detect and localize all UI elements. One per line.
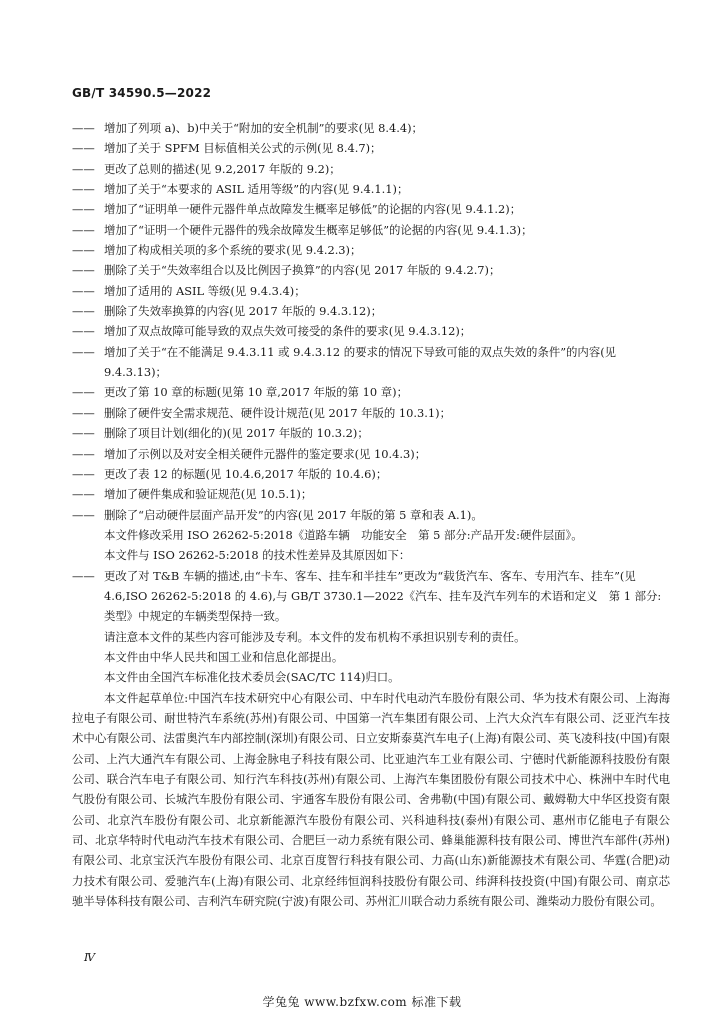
change-item-text: 更改了第 10 章的标题(见第 10 章,2017 年版的第 10 章)；	[104, 385, 408, 400]
list-dash: ——	[72, 182, 95, 197]
list-dash: ——	[72, 385, 95, 400]
patent-note: 请注意本文件的某些内容可能涉及专利。本文件的发布机构不承担识别专利的责任。	[104, 629, 526, 644]
change-item	[72, 159, 670, 179]
change-item-text: 增加了适用的 ASIL 等级(见 9.4.3.4)；	[104, 283, 306, 298]
iso-adoption-statement: 本文件修改采用 ISO 26262-5:2018《道路车辆 功能安全 第 5 部分:产品开发:硬件层面》。	[104, 527, 583, 542]
change-item	[72, 484, 670, 504]
technical-differences-intro: 本文件与 ISO 26262-5:2018 的技术性差异及其原因如下：	[104, 548, 411, 563]
list-dash: ——	[72, 202, 95, 217]
change-item	[72, 220, 670, 240]
change-item-text: 增加了关于 SPFM 目标值相关公式的示例(见 8.4.7)；	[104, 141, 382, 156]
list-dash: ——	[72, 283, 95, 298]
list-dash: ——	[72, 405, 95, 420]
change-item-text: 增加了关于“在不能满足 9.4.3.11 或 9.4.3.12 的要求的情况下导致可能的双点失效的条件”的内容(见 9.4.3.13)；	[104, 344, 617, 380]
change-item	[72, 301, 670, 321]
change-item-text: 增加了硬件集成和验证规范(见 10.5.1)；	[104, 487, 313, 502]
page-number: Ⅳ	[84, 951, 95, 964]
list-dash: ——	[72, 324, 95, 339]
change-item-text: 删除了项目计划(细化的)(见 2017 年版的 10.3.2)；	[104, 426, 369, 441]
list-dash: ——	[72, 304, 95, 319]
drafting-organizations: 本文件起草单位:中国汽车技术研究中心有限公司、中车时代电动汽车股份有限公司、华为技术有限公司、上海海拉电子有限公司、耐世特汽车系统(苏州)有限公司、中国第一汽车集团有限公司、上汽大众汽车有限公司、泛亚汽车技术中心有限公司、法雷奥汽车内部控制(深圳)有限公司、日立安斯泰莫汽车电子(上海)有限公司、英飞凌科技(中国)有限公司、上汽大通汽车有限公司、上海金脉电子科技有限公司、比亚迪汽车工业有限公司、宁德时代新能源科技股份有限公司、联合汽车电子有限公司、知行汽车科技(苏州)有限公司、上海汽车集团股份有限公司技术中心、株洲中车时代电气股份有限公司、长城汽车股份有限公司、宇通客车股份有限公司、舍弗勒(中国)有限公司、戴姆勒大中华区投资有限公司、北京汽车股份有限公司、北京新能源汽车股份有限公司、兴科迪科技(泰州)有限公司、惠州市亿能电子有限公司、北京华特时代电动汽车技术有限公司、合肥巨一动力系统有限公司、蜂巢能源科技有限公司、博世汽车部件(苏州)有限公司、北京宝沃汽车股份有限公司、北京百度智行科技有限公司、力高(山东)新能源技术有限公司、华霆(合肥)动力技术有限公司、爱驰汽车(上海)有限公司、北京经纬恒润科技股份有限公司、纬湃科技投资(中国)有限公司、南京芯驰半导体科技有限公司、吉利汽车研究院(宁波)有限公司、苏州汇川联合动力系统有限公司、潍柴动力股份有限公司。	[72, 690, 670, 909]
proposer-statement: 本文件由中华人民共和国工业和信息化部提出。	[104, 649, 344, 664]
change-item-text: 增加了示例以及对安全相关硬件元器件的鉴定要求(见 10.4.3)；	[104, 446, 427, 461]
change-item-text: 删除了关于“失效率组合以及比例因子换算”的内容(见 2017 年版的 9.4.2.7)；	[104, 263, 501, 278]
committee-statement: 本文件由全国汽车标准化技术委员会(SAC/TC 114)归口。	[104, 670, 400, 685]
list-dash: ——	[72, 568, 95, 583]
list-dash: ——	[72, 344, 95, 359]
change-item	[72, 118, 670, 138]
list-dash: ——	[72, 466, 95, 481]
change-item	[72, 199, 670, 219]
list-dash: ——	[72, 121, 95, 135]
list-dash: ——	[72, 263, 95, 278]
technical-difference-text: 更改了对 T&B 车辆的描述,由“卡车、客车、挂车和半挂车”更改为“载货汽车、客车、专用汽车、挂车”(见 4.6,ISO 26262-5:2018 的 4.6),与 GB/T 3730.1—2022《汽车、挂车及汽车列车的术语和定义 第 1 部分:类型》中规定的车辆类型保持一致。	[104, 568, 662, 624]
change-item-text: 删除了“启动硬件层面产品开发”的内容(见 2017 年版的第 5 章和表 A.1)。	[104, 507, 483, 522]
change-item	[72, 240, 670, 260]
change-item	[72, 342, 670, 383]
list-dash: ——	[72, 426, 95, 441]
change-item	[72, 464, 670, 484]
change-item-text: 删除了失效率换算的内容(见 2017 年版的 9.4.3.12)；	[104, 304, 383, 319]
list-dash: ——	[72, 222, 95, 237]
change-item-text: 增加了“证明单一硬件元器件单点故障发生概率足够低”的论据的内容(见 9.4.1.2)；	[104, 202, 522, 217]
change-item	[72, 423, 670, 443]
document-number: GB/T 34590.5—2022	[72, 86, 212, 100]
list-dash: ——	[72, 507, 95, 522]
change-item-text: 增加了列项 a)、b)中关于“附加的安全机制”的要求(见 8.4.4)；	[104, 121, 423, 135]
change-item	[72, 403, 670, 423]
change-item-text: 更改了总则的描述(见 9.2,2017 年版的 9.2)；	[104, 161, 341, 176]
change-item	[72, 260, 670, 280]
list-dash: ——	[72, 161, 95, 176]
foreword-content	[72, 118, 670, 911]
change-item-text: 增加了双点故障可能导致的双点失效可接受的条件的要求(见 9.4.3.12)；	[104, 324, 472, 339]
change-item	[72, 281, 670, 301]
change-item	[72, 444, 670, 464]
change-item	[72, 505, 670, 525]
change-item	[72, 138, 670, 158]
list-dash: ——	[72, 243, 95, 258]
change-item	[72, 382, 670, 402]
change-item-text: 更改了表 12 的标题(见 10.4.6,2017 年版的 10.4.6)；	[104, 466, 388, 481]
change-item-text: 增加了关于“本要求的 ASIL 适用等级”的内容(见 9.4.1.1)；	[104, 182, 409, 197]
list-dash: ——	[72, 487, 95, 502]
list-dash: ——	[72, 141, 95, 156]
change-item	[72, 321, 670, 341]
change-item	[72, 179, 670, 199]
change-item-text: 增加了“证明一个硬件元器件的残余故障发生概率足够低”的论据的内容(见 9.4.1.3)；	[104, 222, 533, 237]
change-item-text: 删除了硬件安全需求规范、硬件设计规范(见 2017 年版的 10.3.1)；	[104, 405, 451, 420]
change-list	[72, 118, 670, 525]
technical-difference-item	[72, 566, 670, 627]
list-dash: ——	[72, 446, 95, 461]
footer-watermark: 学兔兔 www.bzfxw.com 标准下载	[262, 995, 462, 1009]
change-item-text: 增加了构成相关项的多个系统的要求(见 9.4.2.3)；	[104, 243, 362, 258]
